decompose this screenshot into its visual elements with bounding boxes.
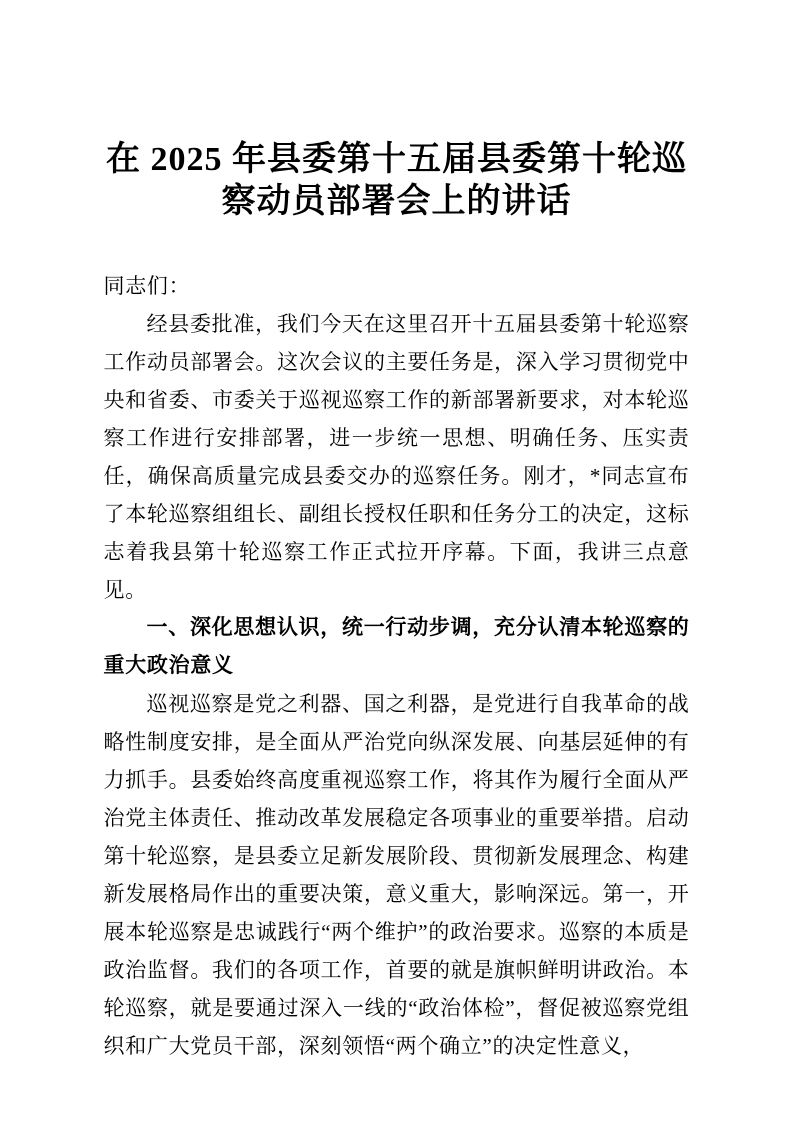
document-body [104, 267, 690, 1065]
document-title: 在 2025 年县委第十五届县委第十轮巡察动员部署会上的讲话 [106, 141, 687, 220]
paragraph: 经县委批准，我们今天在这里召开十五届县委第十轮巡察工作动员部署会。这次会议的主要任务是，深入学习贯彻党中央和省委、市委关于巡视巡察工作的新部署新要求，对本轮巡察工作进行安排部署，进一步统一思想、明确任务、压实责任，确保高质量完成县委交办的巡察任务。刚才，*同志宣布了本轮巡察组组长、副组长授权任职和任务分工的决定，这标志着我县第十轮巡察工作正式拉开序幕。下面，我讲三点意见。 [103, 312, 690, 602]
paragraph: 一、深化思想认识，统一行动步调，充分认清本轮巡察的重大政治意义 [103, 616, 690, 677]
paragraph: 同志们： [103, 274, 191, 298]
paragraph: 巡视巡察是党之利器、国之利器，是党进行自我革命的战略性制度安排，是全面从严治党向纵深发展、向基层延伸的有力抓手。县委始终高度重视巡察工作，将其作为履行全面从严治党主体责任、推动改革发展稳定各项事业的重要举措。启动第十轮巡察，是县委立足新发展阶段、贯彻新发展理念、构建新发展格局作出的重要决策，意义重大，影响深远。第一，开展本轮巡察是忠诚践行“两个维护”的政治要求。巡察的本质是政治监督。我们的各项工作，首要的就是旗帜鲜明讲政治。本轮巡察，就是要通过深入一线的“政治体检”，督促被巡察党组织和广大党员干部，深刻领悟“两个确立”的决定性意义， [103, 692, 690, 1058]
